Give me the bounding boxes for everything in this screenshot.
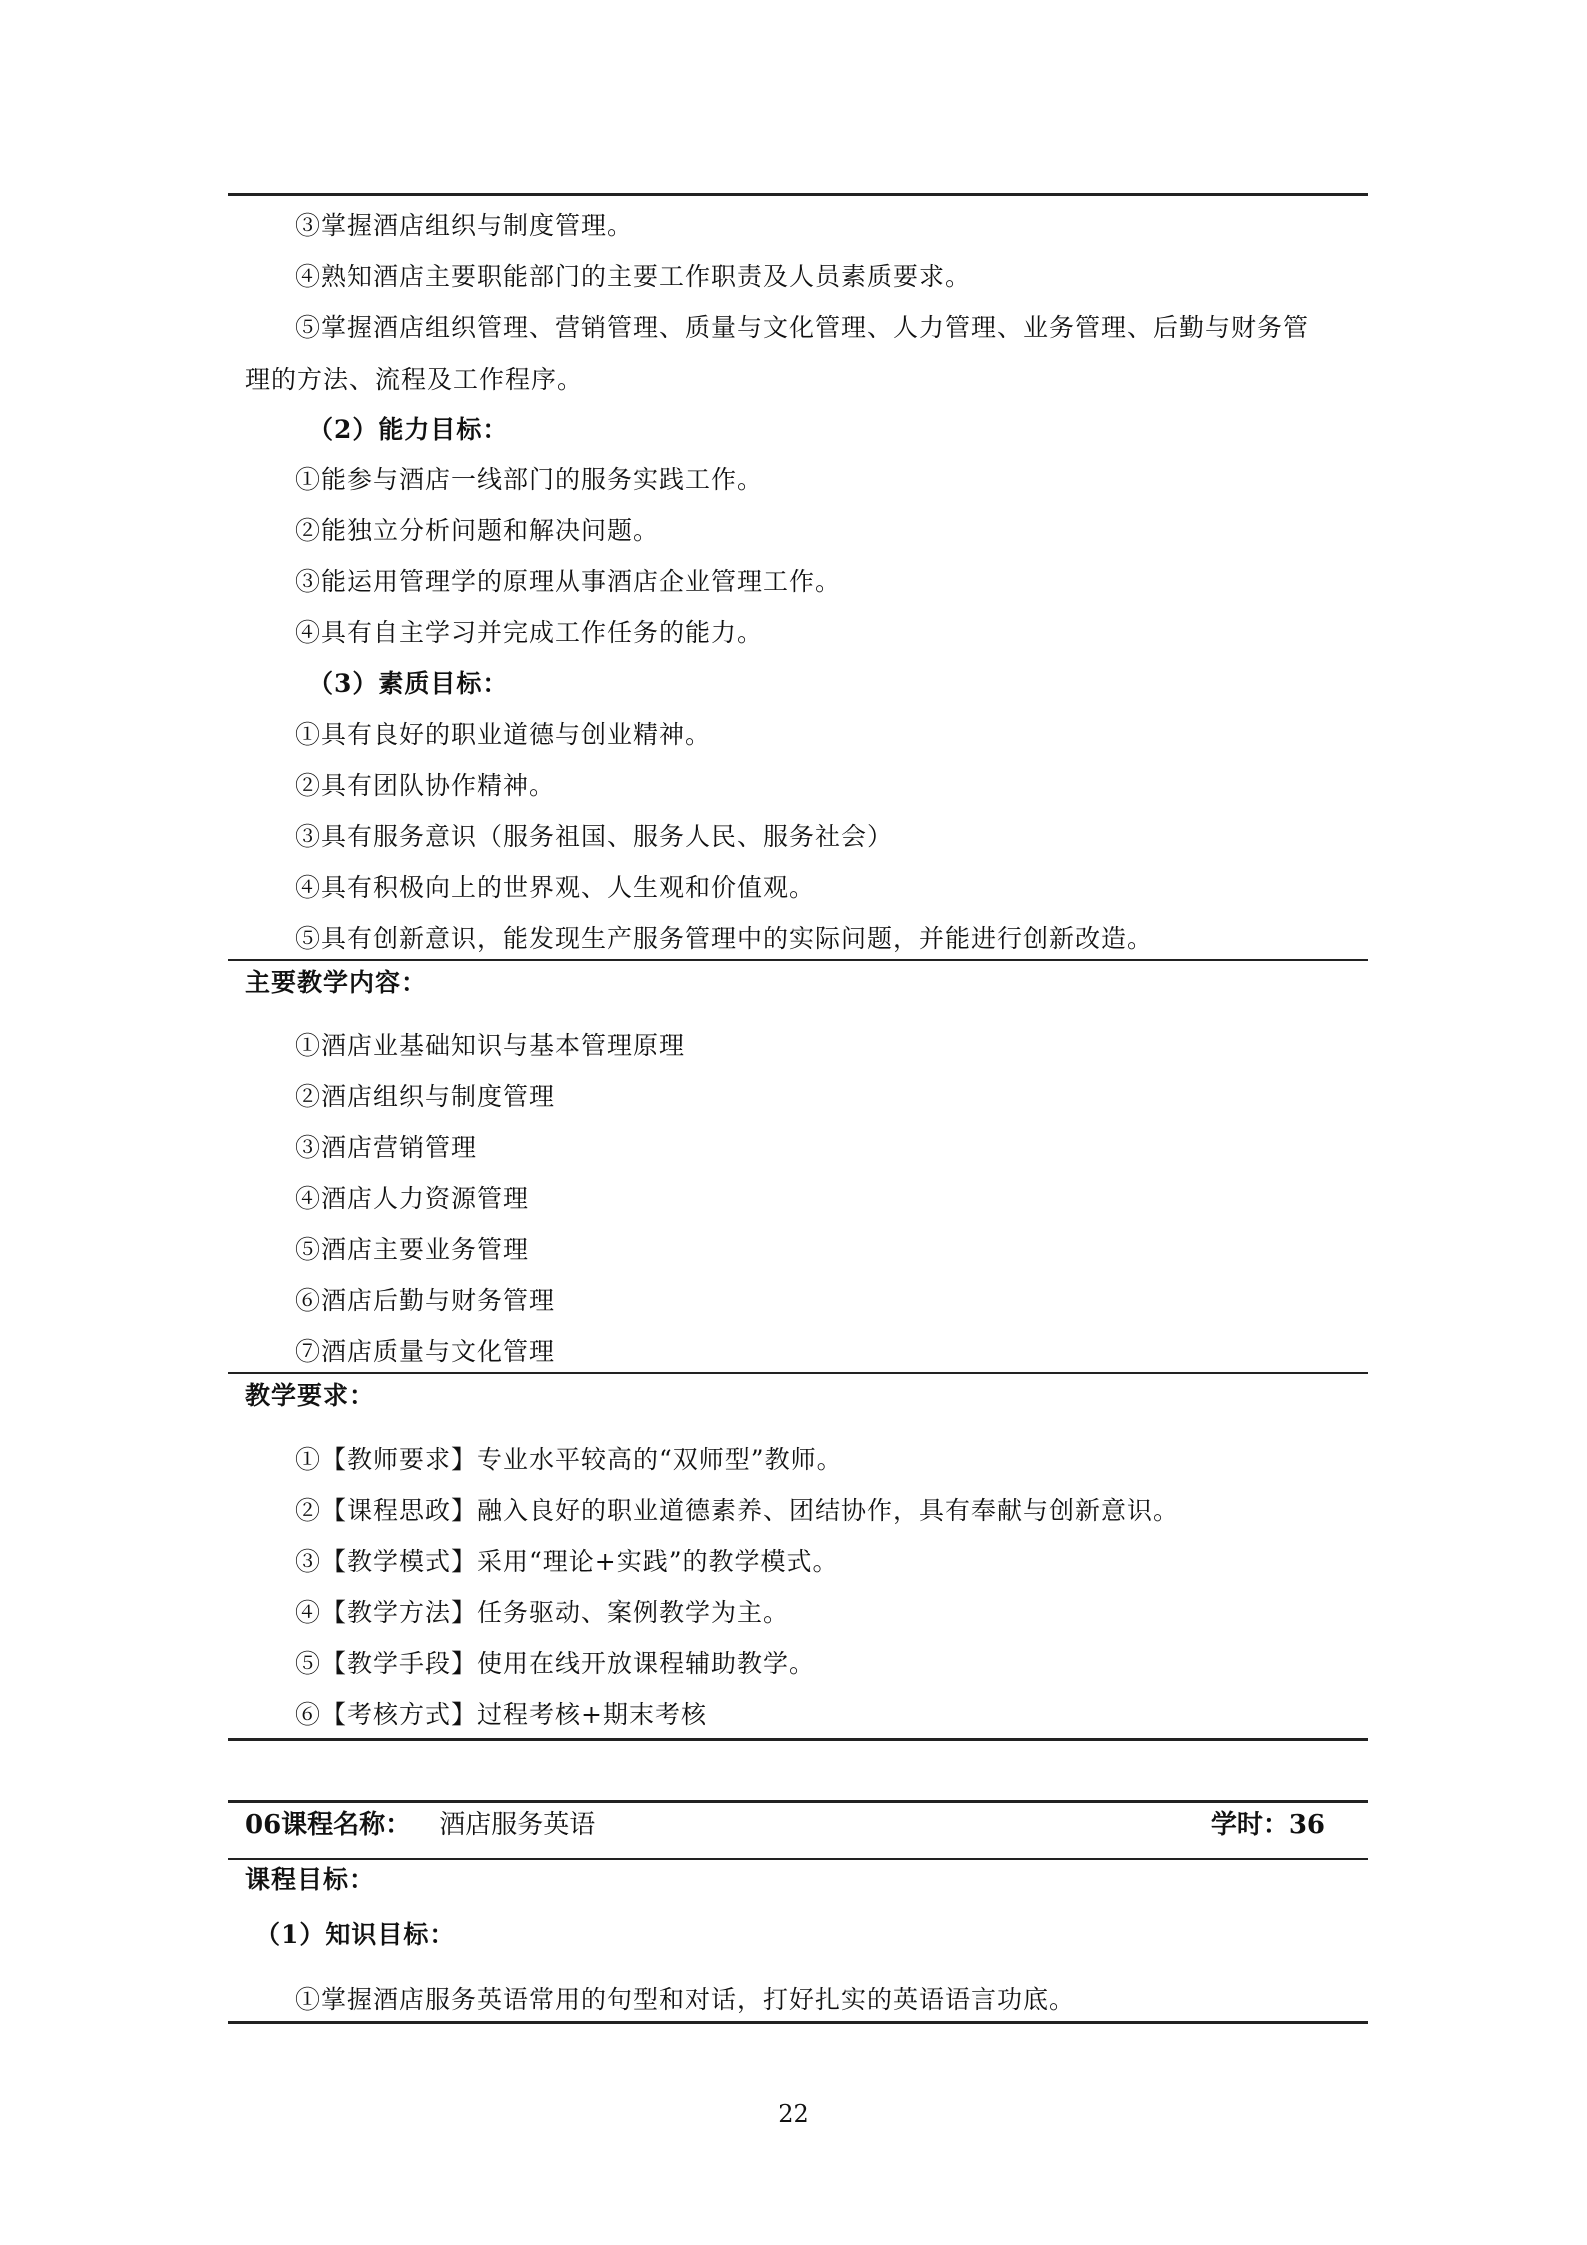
ability-item: ②能独立分析问题和解决问题。	[295, 516, 660, 545]
content-item: ③酒店营销管理	[295, 1133, 478, 1162]
requirement-item: ④【教学方法】任务驱动、案例教学为主。	[295, 1598, 790, 1627]
requirement-item: ⑤【教学手段】使用在线开放课程辅助教学。	[295, 1649, 816, 1678]
table-bottom-border	[228, 1738, 1368, 1741]
ability-heading: （2）能力目标：	[308, 415, 509, 444]
requirement-item: ③【教学模式】采用“理论+实践”的教学模式。	[295, 1547, 839, 1576]
quality-item: ④具有积极向上的世界观、人生观和价值观。	[295, 873, 816, 902]
quality-item: ⑤具有创新意识，能发现生产服务管理中的实际问题，并能进行创新改造。	[295, 924, 1154, 953]
knowledge-heading: （1）知识目标：	[255, 1920, 456, 1949]
requirements-heading: 教学要求：	[245, 1381, 376, 1410]
course-hours: 学时：36	[1210, 1810, 1325, 1840]
requirement-item: ②【课程思政】融入良好的职业道德素养、团结协作，具有奉献与创新意识。	[295, 1496, 1180, 1525]
section-divider	[228, 1372, 1368, 1374]
content-heading: 主要教学内容：	[245, 968, 428, 997]
content-item: ④酒店人力资源管理	[295, 1184, 530, 1213]
content-item: ②酒店组织与制度管理	[295, 1082, 556, 1111]
ability-item: ③能运用管理学的原理从事酒店企业管理工作。	[295, 567, 842, 596]
knowledge-item: ⑤掌握酒店组织管理、营销管理、质量与文化管理、人力管理、业务管理、后勤与财务管理的方法、流程及工作程序。	[245, 313, 1310, 394]
knowledge-item: ④熟知酒店主要职能部门的主要工作职责及人员素质要求。	[295, 262, 972, 291]
content-item: ⑤酒店主要业务管理	[295, 1235, 530, 1264]
requirement-item: ①【教师要求】专业水平较高的“双师型”教师。	[295, 1445, 843, 1474]
quality-item: ①具有良好的职业道德与创业精神。	[295, 720, 712, 749]
course-header-row	[245, 1808, 1325, 1842]
course-code-label: 06课程名称：	[245, 1810, 412, 1840]
quality-heading: （3）素质目标：	[308, 669, 509, 698]
page-number: 22	[778, 2100, 809, 2128]
section-divider	[228, 959, 1368, 961]
content-item: ①酒店业基础知识与基本管理原理	[295, 1031, 686, 1060]
knowledge-item: ③掌握酒店组织与制度管理。	[295, 211, 634, 240]
section-divider	[228, 1858, 1368, 1860]
table-top-border	[228, 193, 1368, 196]
table-top-border	[228, 1800, 1368, 1803]
course-name: 酒店服务英语	[439, 1810, 596, 1840]
quality-item: ②具有团队协作精神。	[295, 771, 556, 800]
ability-item: ④具有自主学习并完成工作任务的能力。	[295, 618, 764, 647]
content-item: ⑥酒店后勤与财务管理	[295, 1286, 556, 1315]
content-item: ⑦酒店质量与文化管理	[295, 1337, 556, 1366]
objectives-heading: 课程目标：	[245, 1865, 376, 1894]
knowledge-item: ①掌握酒店服务英语常用的句型和对话，打好扎实的英语语言功底。	[295, 1985, 1076, 2014]
table-bottom-border	[228, 2021, 1368, 2024]
ability-item: ①能参与酒店一线部门的服务实践工作。	[295, 465, 764, 494]
requirement-item: ⑥【考核方式】过程考核+期末考核	[295, 1700, 707, 1729]
quality-item: ③具有服务意识（服务祖国、服务人民、服务社会）	[295, 822, 894, 851]
